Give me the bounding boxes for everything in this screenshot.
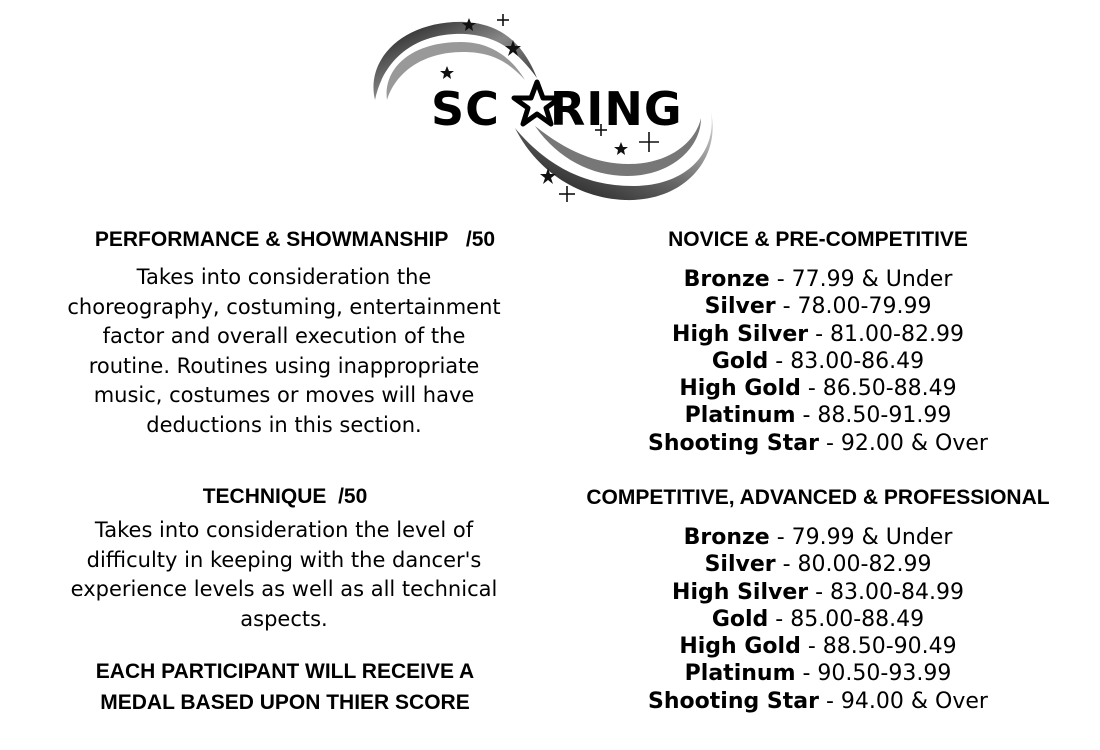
medal-row	[568, 633, 1068, 660]
medal-name: Gold	[711, 348, 769, 374]
medal-range: - 86.50-88.49	[800, 376, 957, 402]
medal-row	[568, 430, 1068, 457]
technique-score: /50	[338, 485, 368, 508]
medal-name: Silver	[704, 294, 776, 320]
medal-range: - 92.00 & Over	[818, 430, 988, 456]
medal-range: - 85.00-88.49	[768, 606, 925, 632]
medal-range: - 88.50-90.49	[800, 634, 957, 660]
performance-description: Takes into consideration the choreography, costuming, entertainment factor and overall execution of the routine. Routines using inappropriate music, costumes or moves will have deductions in this section.	[67, 265, 501, 437]
medal-notice	[40, 656, 530, 718]
logo-text-right: RING	[549, 82, 683, 136]
medal-name: Bronze	[683, 525, 770, 550]
medal-row	[568, 293, 1068, 320]
technique-heading	[40, 485, 530, 509]
medal-range: - 78.00-79.99	[775, 294, 932, 320]
medal-name: Shooting Star	[648, 688, 819, 714]
medal-name: Silver	[704, 552, 776, 578]
competitive-heading: COMPETITIVE, ADVANCED & PROFESSIONAL	[586, 486, 1050, 509]
scoring-logo	[365, 8, 725, 208]
novice-medal-list	[568, 266, 1068, 457]
medal-row	[568, 524, 1068, 551]
medal-row	[568, 606, 1068, 633]
medal-name: Platinum	[684, 403, 796, 429]
performance-heading	[40, 228, 550, 252]
medal-row	[568, 402, 1068, 429]
medal-row	[568, 375, 1068, 402]
medal-notice-line-2: MEDAL BASED UPON THIER SCORE	[100, 691, 470, 714]
medal-name: High Silver	[672, 321, 809, 347]
medal-range: - 90.50-93.99	[795, 661, 952, 687]
novice-heading: NOVICE & PRE-COMPETITIVE	[668, 228, 968, 251]
medal-range: - 83.00-86.49	[768, 348, 925, 374]
medal-name: Shooting Star	[648, 430, 819, 456]
medal-row	[568, 348, 1068, 375]
medal-row	[568, 660, 1068, 687]
medal-row	[568, 266, 1068, 293]
performance-title: PERFORMANCE & SHOWMANSHIP	[94, 228, 449, 251]
medal-name: Platinum	[684, 661, 796, 687]
medal-row	[568, 321, 1068, 348]
medal-name: High Gold	[679, 634, 801, 660]
logo-title	[431, 82, 683, 136]
technique-title: TECHNIQUE	[202, 485, 327, 508]
technique-description: Takes into consideration the level of difficulty in keeping with the dancer's experience levels as well as all technical aspects.	[70, 518, 498, 631]
medal-name: Bronze	[683, 267, 770, 292]
medal-name: High Silver	[672, 579, 809, 605]
medal-range: - 77.99 & Under	[769, 267, 953, 292]
medal-range: - 79.99 & Under	[769, 525, 953, 550]
medal-range: - 81.00-82.99	[808, 321, 964, 347]
medal-name: Gold	[711, 606, 769, 632]
medal-row	[568, 688, 1068, 715]
logo-text-left: SC	[431, 82, 500, 136]
medal-notice-line-1: EACH PARTICIPANT WILL RECEIVE A	[95, 660, 475, 683]
medal-range: - 88.50-91.99	[795, 403, 952, 429]
medal-range: - 94.00 & Over	[818, 688, 988, 714]
medal-row	[568, 551, 1068, 578]
performance-score: /50	[465, 228, 496, 251]
medal-range: - 80.00-82.99	[775, 552, 932, 578]
medal-row	[568, 579, 1068, 606]
competitive-medal-list	[568, 524, 1068, 715]
medal-name: High Gold	[679, 376, 801, 402]
medal-range: - 83.00-84.99	[808, 579, 964, 605]
